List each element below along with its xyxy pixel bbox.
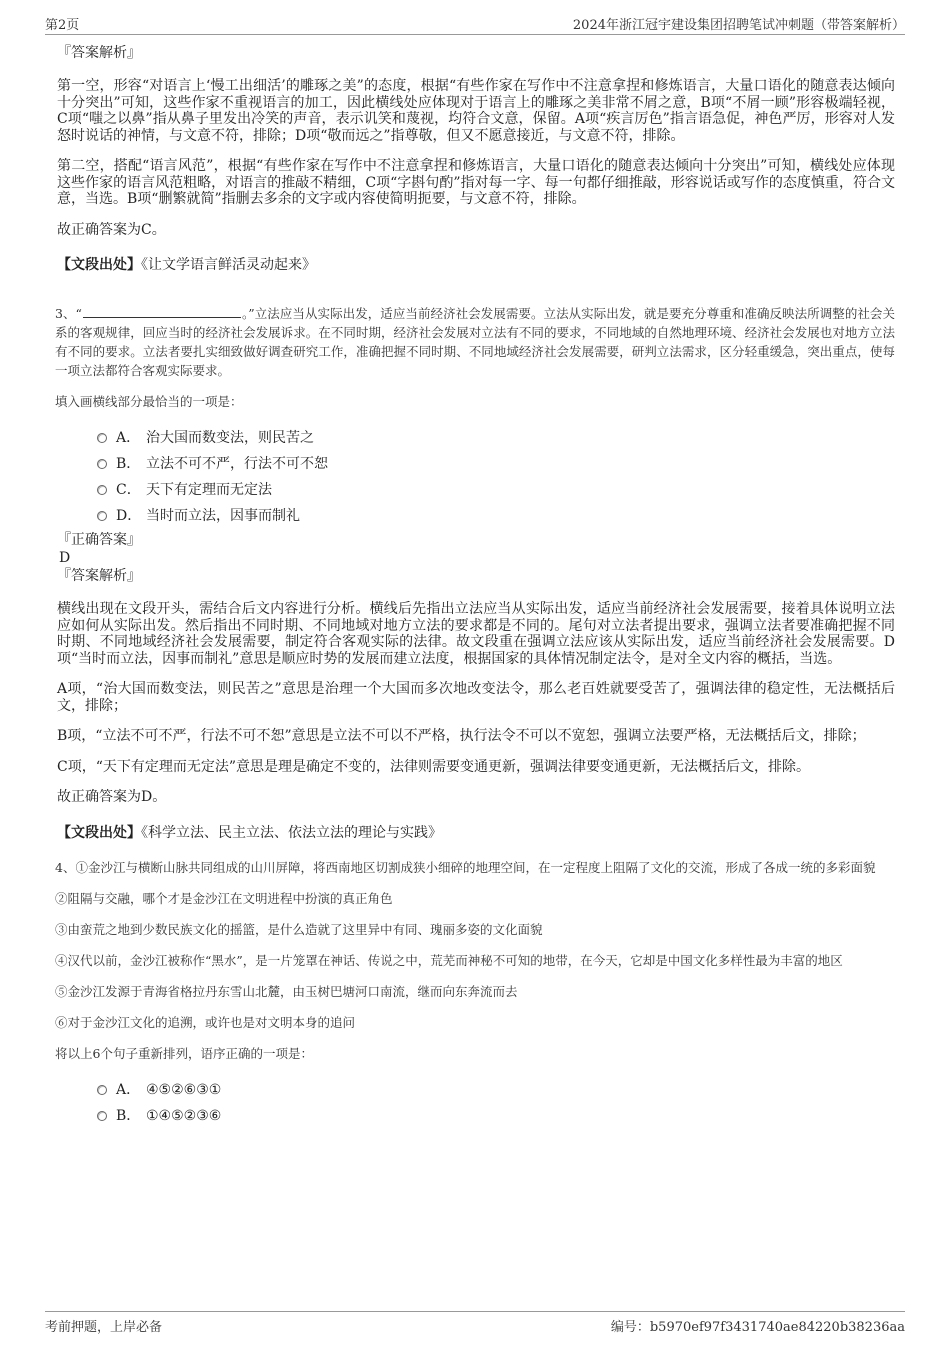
q4-sentence-2: ②阻隔与交融，哪个才是金沙江在文明进程中扮演的真正角色: [55, 890, 393, 906]
q4-prompt: 将以上6个句子重新排列，语序正确的一项是：: [55, 1045, 313, 1061]
q4-sentence-3: ③由蛮荒之地到少数民族文化的摇篮，是什么造就了这里异中有同、瑰丽多姿的文化面貌: [55, 921, 543, 937]
q2-analysis-para2: 第二空，搭配“语言风范”，根据“有些作家在写作中不注意拿捏和修炼语言，大量口语化的随意表达倾向十分突出”可知，横线处应体现这些作家的语言风范粗略，对语言的推敲不精细，C项“字斟句酌”指对每一字、每一句都仔细推敲，形容说话或写作的态度慎重，符合文意，当选。B项“删繁就简”指删去多余的文字或内容使简明扼要，与文意不符，排除。: [57, 158, 895, 207]
option-text: ④⑤②⑥③①: [146, 1081, 222, 1098]
q4-option-a[interactable]: [97, 1077, 895, 1103]
option-text: 立法不可不严，行法不可不恕: [146, 456, 328, 472]
q3-analysis-label: 『答案解析』: [57, 568, 141, 584]
q4-option-b[interactable]: [97, 1103, 895, 1129]
option-text: 当时而立法，因事而制礼: [146, 508, 300, 524]
q3-analysis-para2: A项，“治大国而数变法，则民苦之”意思是治理一个大国而多次地改变法令，那么老百姓就要受苦了，强调法律的稳定性，无法概括后文，排除；: [57, 681, 895, 714]
q3-stem-text: 。”立法应当从实际出发，适应当前经济社会发展需要。立法从实际出发，就是要充分尊重和准确反映法所调整的社会关系的客观规律，回应当时的经济社会发展诉求。在不同时期，经济社会发展对立法有不同的要求，不同地域的自然地理环境、经济社会发展也对地方立法有不同的要求。立法者要扎实细致做好调查研究工作，准确把握不同时期、不同地域经济社会发展需要，研判立法需求，区分轻重缓急，突出重点，使每一项立法都符合客观实际要求。: [55, 306, 895, 378]
radio-icon[interactable]: [97, 459, 107, 469]
option-letter: A．: [116, 1081, 141, 1098]
q2-source-text: 《让文学语言鲜活灵动起来》: [141, 257, 316, 273]
option-letter: C．: [116, 482, 141, 498]
q3-option-b[interactable]: [97, 451, 895, 477]
q2-conclusion: 故正确答案为C。: [57, 221, 166, 238]
q3-source: [57, 824, 895, 842]
q2-source: [57, 256, 895, 274]
q3-source-tag: 【文段出处】: [57, 824, 141, 841]
radio-icon[interactable]: [97, 485, 107, 495]
q3-analysis-para1: 横线出现在文段开头，需结合后文内容进行分析。横线后先指出立法应当从实际出发，适应当前经济社会发展需要，接着具体说明立法应如何从实际出发。然后指出不同时期、不同地域对地方立法的要求都是不同的。尾句对立法者提出要求，强调立法者要准确把握不同时期、不同地域经济社会发展需要，制定符合客观实际的法律。故文段重在强调立法应该从实际出发，适应当前经济社会发展需要。D项“当时而立法，因事而制礼”意思是顺应时势的发展而建立法度，根据国家的具体情况制定法令，是对全文内容的概括，当选。: [57, 601, 895, 667]
option-letter: B．: [116, 456, 141, 472]
q4-sentence-6: ⑥对于金沙江文化的追溯，或许也是对文明本身的追问: [55, 1014, 356, 1030]
q2-source-tag: 【文段出处】: [57, 257, 141, 273]
radio-icon[interactable]: [97, 433, 107, 443]
q3-analysis-para3: B项，“立法不可不严，行法不可不恕”意思是立法不可以不严格，执行法令不可以不宽恕，强调立法要严格，无法概括后文，排除；: [57, 728, 866, 744]
q4-sentence-1: 4、①金沙江与横断山脉共同组成的山川屏障，将西南地区切割成狭小细碎的地理空间，在一定程度上阻隔了文化的交流，形成了各成一统的多彩面貌: [55, 859, 876, 875]
footer-slogan: 考前押题，上岸必备: [45, 1320, 163, 1335]
q3-blank: [83, 305, 241, 318]
q3-options: [97, 425, 895, 529]
option-letter: A．: [116, 430, 141, 446]
radio-icon[interactable]: [97, 1085, 107, 1095]
document-title: 2024年浙江冠宇建设集团招聘笔试冲刺题（带答案解析）: [572, 18, 905, 33]
q4-sentence-5: ⑤金沙江发源于青海省格拉丹东雪山北麓，由玉树巴塘河口南流，继而向东奔流而去: [55, 983, 518, 999]
option-text: 天下有定理而无定法: [146, 482, 272, 498]
q3-answer: D: [59, 550, 71, 566]
page-footer: [45, 1311, 905, 1337]
q3-analysis-para4: C项，“天下有定理而无定法”意思是理是确定不变的，法律则需要变通更新，强调法律要变通更新，无法概括后文，排除。: [57, 758, 811, 775]
q2-analysis-label: 『答案解析』: [57, 45, 141, 61]
option-letter: B．: [116, 1107, 141, 1124]
q2-analysis-para1: 第一空，形容“对语言上‘慢工出细活’的雕琢之美”的态度，根据“有些作家在写作中不注意拿捏和修炼语言，大量口语化的随意表达倾向十分突出”可知，这些作家不重视语言的加工，因此横线处应体现对于语言上的雕琢之美非常不屑之意，B项“不屑一顾”形容极端轻视，C项“嗤之以鼻”指从鼻子里发出冷笑的声音，表示讥笑和蔑视，均符合文意，保留。A项“疾言厉色”指言语急促，神色严厉，形容对人发怒时说话的神情，与文意不符，排除；D项“敬而远之”指尊敬，但又不愿意接近，与文意不符，排除。: [57, 78, 895, 144]
q3-answer-label: 『正确答案』: [57, 532, 141, 548]
q3-stem: [55, 304, 895, 380]
q4-sentence-4: ④汉代以前，金沙江被称作“黑水”，是一片笼罩在神话、传说之中，荒芜而神秘不可知的地带，在今天，它却是中国文化多样性最为丰富的地区: [55, 952, 843, 968]
q4-options: [97, 1077, 895, 1129]
option-text: ①④⑤②③⑥: [146, 1107, 222, 1124]
radio-icon[interactable]: [97, 511, 107, 521]
page-header: [45, 12, 905, 35]
option-letter: D．: [116, 508, 142, 524]
option-text: 治大国而数变法，则民苦之: [146, 430, 314, 446]
q3-source-text: 《科学立法、民主立法、依法立法的理论与实践》: [141, 824, 442, 841]
document-id: 编号：b5970ef97f3431740ae84220b38236aa: [610, 1320, 905, 1335]
radio-icon[interactable]: [97, 1111, 107, 1121]
q3-prompt: 填入画横线部分最恰当的一项是：: [55, 394, 243, 409]
q3-option-a[interactable]: [97, 425, 895, 451]
q3-conclusion: 故正确答案为D。: [57, 789, 167, 805]
q3-prefix: 3、“: [55, 306, 82, 321]
q3-option-c[interactable]: [97, 477, 895, 503]
page-content: [57, 44, 895, 1129]
q3-option-d[interactable]: [97, 503, 895, 529]
page-number: 第2页: [45, 18, 80, 33]
